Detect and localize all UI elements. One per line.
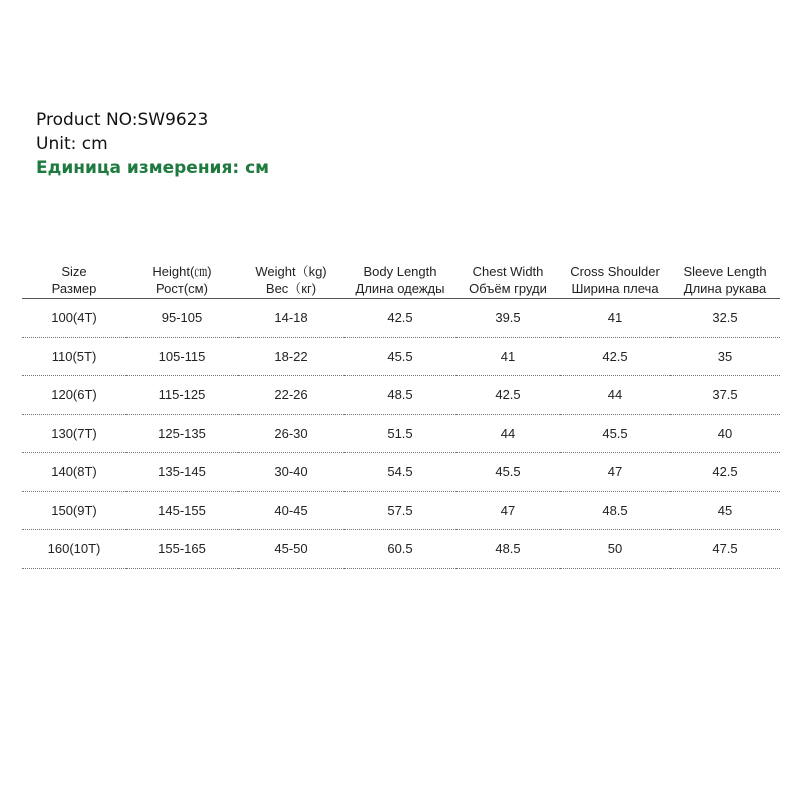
table-cell: 44 bbox=[560, 376, 670, 415]
table-cell: 44 bbox=[456, 414, 560, 453]
table-cell: 47.5 bbox=[670, 530, 780, 569]
column-header-en: Chest Width bbox=[472, 264, 544, 279]
product-header bbox=[36, 108, 269, 180]
table-cell: 41 bbox=[560, 299, 670, 338]
table-cell: 47 bbox=[456, 491, 560, 530]
table-cell: 42.5 bbox=[456, 376, 560, 415]
table-cell: 42.5 bbox=[560, 337, 670, 376]
table-cell: 45 bbox=[670, 491, 780, 530]
column-header-en: Height(㎝) bbox=[152, 264, 212, 279]
column-header-chest-width bbox=[456, 262, 560, 299]
table-cell: 32.5 bbox=[670, 299, 780, 338]
table-cell: 115-125 bbox=[126, 376, 238, 415]
table-cell: 145-155 bbox=[126, 491, 238, 530]
table-cell: 47 bbox=[560, 453, 670, 492]
table-cell: 120(6T) bbox=[22, 376, 126, 415]
table-cell: 30-40 bbox=[238, 453, 344, 492]
table-cell: 51.5 bbox=[344, 414, 456, 453]
table-cell: 160(10T) bbox=[22, 530, 126, 569]
table-cell: 45.5 bbox=[456, 453, 560, 492]
column-header-cross-shoulder bbox=[560, 262, 670, 299]
table-cell: 50 bbox=[560, 530, 670, 569]
table-cell: 48.5 bbox=[344, 376, 456, 415]
size-table-container bbox=[22, 262, 780, 569]
table-cell: 155-165 bbox=[126, 530, 238, 569]
table-cell: 39.5 bbox=[456, 299, 560, 338]
unit-label-english: Unit: cm bbox=[36, 134, 108, 154]
table-cell: 130(7T) bbox=[22, 414, 126, 453]
table-cell: 135-145 bbox=[126, 453, 238, 492]
size-table bbox=[22, 262, 780, 569]
table-cell: 48.5 bbox=[560, 491, 670, 530]
table-cell: 42.5 bbox=[344, 299, 456, 338]
table-cell: 26-30 bbox=[238, 414, 344, 453]
column-header-en: Cross Shoulder bbox=[570, 264, 660, 279]
column-header-ru: Длина одежды bbox=[355, 281, 445, 296]
table-cell: 45.5 bbox=[344, 337, 456, 376]
table-cell: 42.5 bbox=[670, 453, 780, 492]
table-cell: 54.5 bbox=[344, 453, 456, 492]
table-row bbox=[22, 376, 780, 415]
table-cell: 57.5 bbox=[344, 491, 456, 530]
product-number: Product NO:SW9623 bbox=[36, 110, 209, 130]
column-header-weight bbox=[238, 262, 344, 299]
table-cell: 125-135 bbox=[126, 414, 238, 453]
column-header-body-length bbox=[344, 262, 456, 299]
column-header-ru: Ширина плеча bbox=[571, 281, 659, 296]
table-cell: 40-45 bbox=[238, 491, 344, 530]
table-cell: 100(4T) bbox=[22, 299, 126, 338]
table-cell: 45.5 bbox=[560, 414, 670, 453]
unit-label-russian: Единица измерения: см bbox=[36, 158, 270, 178]
table-body bbox=[22, 299, 780, 569]
table-row bbox=[22, 491, 780, 530]
column-header-ru: Вес（кг) bbox=[265, 281, 317, 296]
table-row bbox=[22, 453, 780, 492]
column-header-sleeve-length bbox=[670, 262, 780, 299]
column-header-ru: Длина рукава bbox=[683, 281, 767, 296]
table-cell: 41 bbox=[456, 337, 560, 376]
column-header-en: Size bbox=[61, 264, 87, 279]
table-row bbox=[22, 530, 780, 569]
table-cell: 18-22 bbox=[238, 337, 344, 376]
column-header-height bbox=[126, 262, 238, 299]
table-cell: 105-115 bbox=[126, 337, 238, 376]
table-cell: 35 bbox=[670, 337, 780, 376]
column-header-ru: Размер bbox=[51, 281, 97, 296]
header-row bbox=[22, 262, 780, 299]
table-cell: 140(8T) bbox=[22, 453, 126, 492]
column-header-en: Weight（kg) bbox=[255, 264, 327, 279]
table-row bbox=[22, 337, 780, 376]
table-header bbox=[22, 262, 780, 299]
column-header-size bbox=[22, 262, 126, 299]
column-header-ru: Объём груди bbox=[469, 281, 547, 296]
column-header-ru: Рост(см) bbox=[156, 281, 208, 296]
table-cell: 110(5T) bbox=[22, 337, 126, 376]
table-cell: 45-50 bbox=[238, 530, 344, 569]
table-cell: 14-18 bbox=[238, 299, 344, 338]
column-header-en: Sleeve Length bbox=[683, 264, 767, 279]
table-row bbox=[22, 414, 780, 453]
table-cell: 150(9T) bbox=[22, 491, 126, 530]
table-cell: 95-105 bbox=[126, 299, 238, 338]
column-header-en: Body Length bbox=[363, 264, 437, 279]
table-cell: 37.5 bbox=[670, 376, 780, 415]
table-cell: 60.5 bbox=[344, 530, 456, 569]
table-cell: 48.5 bbox=[456, 530, 560, 569]
table-cell: 22-26 bbox=[238, 376, 344, 415]
table-row bbox=[22, 299, 780, 338]
table-cell: 40 bbox=[670, 414, 780, 453]
